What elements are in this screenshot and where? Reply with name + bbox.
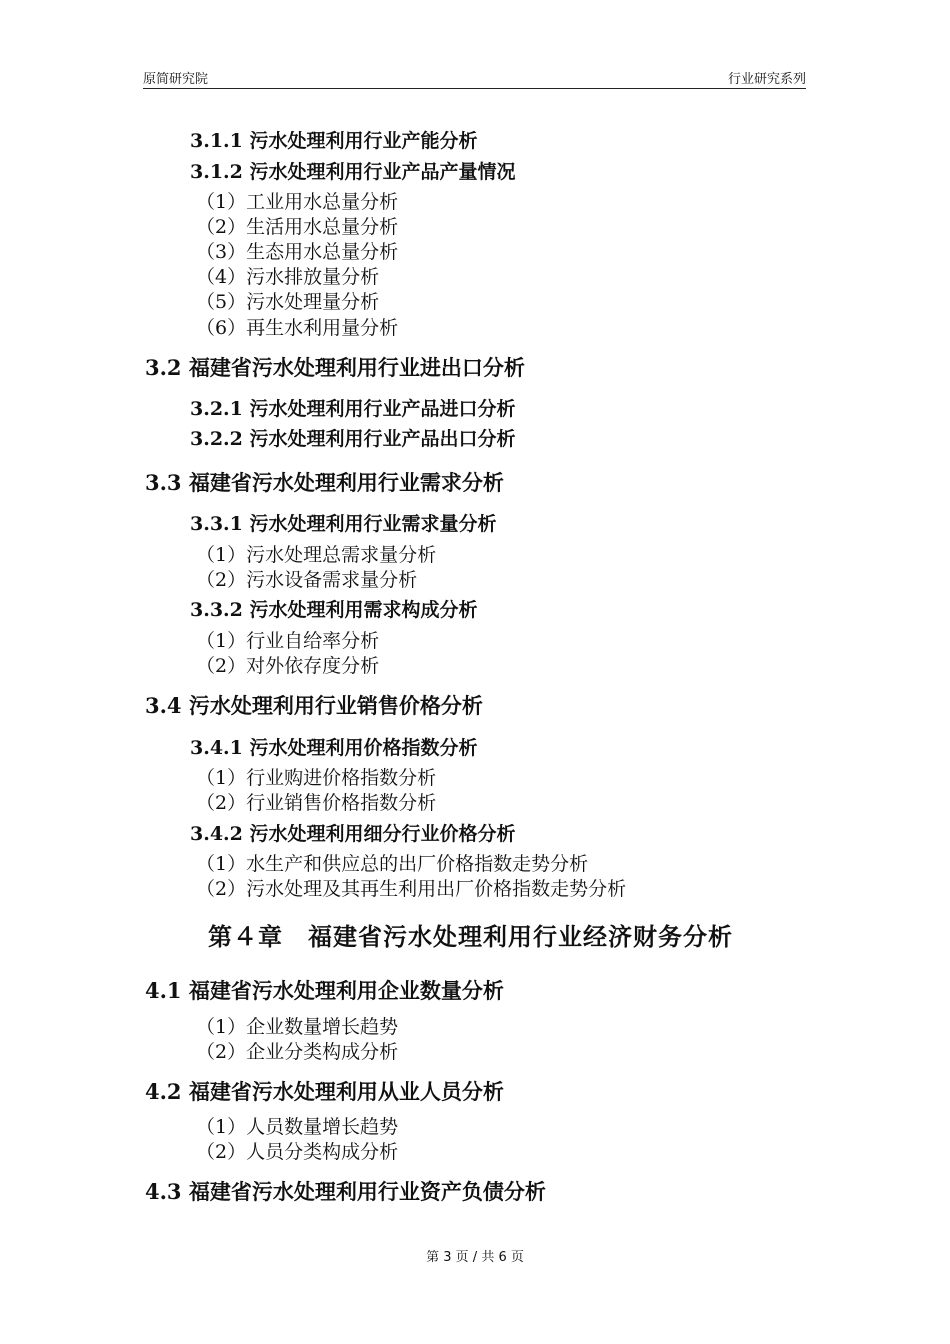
section-heading: 4.2 福建省污水处理利用从业人员分析 [145,1079,504,1104]
chapter-heading: 第４章 福建省污水处理利用行业经济财务分析 [208,922,733,951]
toc-list-item: （2）污水处理及其再生利用出厂价格指数走势分析 [196,878,627,900]
toc-list-item: （5）污水处理量分析 [196,291,380,313]
toc-list-item: （1）污水处理总需求量分析 [196,544,437,566]
subsection-heading: 3.2.2 污水处理利用行业产品出口分析 [190,428,516,450]
toc-list-item: （3）生态用水总量分析 [196,241,399,263]
subsection-heading: 3.1.2 污水处理利用行业产品产量情况 [190,161,516,183]
subsection-heading: 3.4.1 污水处理利用价格指数分析 [190,737,478,759]
subsection-heading: 3.2.1 污水处理利用行业产品进口分析 [190,398,516,420]
toc-list-item: （1）行业购进价格指数分析 [196,767,437,789]
toc-list-item: （2）人员分类构成分析 [196,1141,399,1163]
section-heading: 3.4 污水处理利用行业销售价格分析 [145,693,483,718]
header-org-name: 原简研究院 [143,72,209,87]
toc-list-item: （1）人员数量增长趋势 [196,1116,399,1138]
subsection-heading: 3.1.1 污水处理利用行业产能分析 [190,130,478,152]
section-heading: 4.1 福建省污水处理利用企业数量分析 [145,978,504,1003]
section-heading: 4.3 福建省污水处理利用行业资产负债分析 [145,1179,546,1204]
toc-list-item: （2）企业分类构成分析 [196,1041,399,1063]
section-heading: 3.3 福建省污水处理利用行业需求分析 [145,470,504,495]
header-series-name: 行业研究系列 [727,72,806,87]
toc-list-item: （2）污水设备需求量分析 [196,569,418,591]
page-number: 第 3 页 / 共 6 页 [426,1250,524,1265]
page-header [143,66,806,89]
subsection-heading: 3.3.2 污水处理利用需求构成分析 [190,599,478,621]
subsection-heading: 3.4.2 污水处理利用细分行业价格分析 [190,823,516,845]
toc-list-item: （1）水生产和供应总的出厂价格指数走势分析 [196,853,589,875]
toc-list-item: （2）生活用水总量分析 [196,216,399,238]
subsection-heading: 3.3.1 污水处理利用行业需求量分析 [190,513,497,535]
section-heading: 3.2 福建省污水处理利用行业进出口分析 [145,355,525,380]
toc-list-item: （1）行业自给率分析 [196,630,380,652]
toc-list-item: （6）再生水利用量分析 [196,317,399,339]
toc-list-item: （1）工业用水总量分析 [196,191,399,213]
toc-list-item: （4）污水排放量分析 [196,266,380,288]
toc-list-item: （2）对外依存度分析 [196,655,380,677]
toc-list-item: （2）行业销售价格指数分析 [196,792,437,814]
page-footer [0,1246,950,1265]
toc-list-item: （1）企业数量增长趋势 [196,1016,399,1038]
